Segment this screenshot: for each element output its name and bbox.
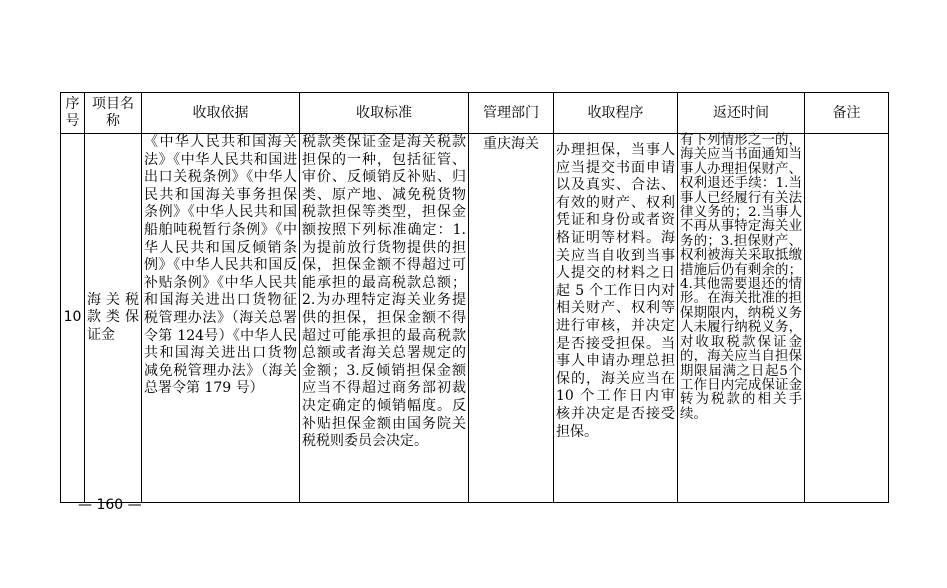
header-remark: 备注 xyxy=(805,93,889,134)
cell-name-text: 海关税款类保证金 xyxy=(87,291,139,343)
header-procedure: 收取程序 xyxy=(554,93,678,134)
fee-table xyxy=(60,92,889,503)
cell-dept: 重庆海关 xyxy=(469,134,554,503)
header-dept: 管理部门 xyxy=(469,93,554,134)
cell-return-time xyxy=(678,134,805,503)
table-header-row xyxy=(61,93,889,134)
cell-no: 10 xyxy=(61,134,85,503)
header-no: 序号 xyxy=(61,93,85,134)
header-basis: 收取依据 xyxy=(142,93,300,134)
cell-standard-text: 税款类保证金是海关税款担保的一种，包括征管、审价、反倾销反补贴、归类、原产地、减免税货物税款担保等类型，担保金额按照下列标准确定：1.为提前放行货物提供的担保，担保金额不得超过可能承担的最高税款总额；2.为办理特定海关业务提供的担保，担保金额不得超过可能承担的最高税款总额或者海关总署规定的金额；3.反倾销担保金额应当不得超过商务部初裁决定确定的倾销幅度。反补贴担保金额由国务院关税税则委员会决定。 xyxy=(302,134,466,450)
cell-standard xyxy=(300,134,469,503)
header-name: 项目名称 xyxy=(85,93,142,134)
table-row xyxy=(61,134,889,503)
cell-procedure xyxy=(554,134,678,503)
cell-basis xyxy=(142,134,300,503)
cell-basis-text: 《中华人民共和国海关法》《中华人民共和国进出口关税条例》《中华人民共和国海关事务担保条例》《中华人民共和国船舶吨税暂行条例》《中华人民共和国反倾销条例》《中华人民共和国反补贴条例》《中华人民共和国海关进出口货物征税管理办法》（海关总署令第 124号）《中华人民共和国海关进出口货物减免税管理办法》（海关总署令第 179 号） xyxy=(144,134,297,397)
page-number: — 160 — xyxy=(78,497,142,513)
header-standard: 收取标准 xyxy=(300,93,469,134)
cell-name xyxy=(85,134,142,503)
cell-return-time-text: 有下列情形之一的，海关应当书面通知当事人办理担保财产、权利退还手续：1.当事人已经履行有关法律义务的；2.当事人不再从事特定海关业务的；3.担保财产、权利被海关采取抵缴措施后仍有剩余的；4.其他需要退还的情形。在海关批准的担保期限内，纳税义务人未履行纳税义务，对收取税款保证金的，海关应当自担保期限届满之日起5个工作日内完成保证金转为税款的相关手续。 xyxy=(680,133,802,422)
cell-remark xyxy=(805,134,889,503)
cell-procedure-text: 办理担保，当事人应当提交书面申请以及真实、合法、有效的财产、权利凭证和身份或者资格证明等材料。海关应当自收到当事人提交的材料之日起 5 个工作日内对相关财产、权利等进行审核，并决定是否接受担保。当事人申请办理总担保的，海关应当在 10 个工作日内审核并决定是否接受担保。 xyxy=(556,142,675,440)
header-return-time: 返还时间 xyxy=(678,93,805,134)
